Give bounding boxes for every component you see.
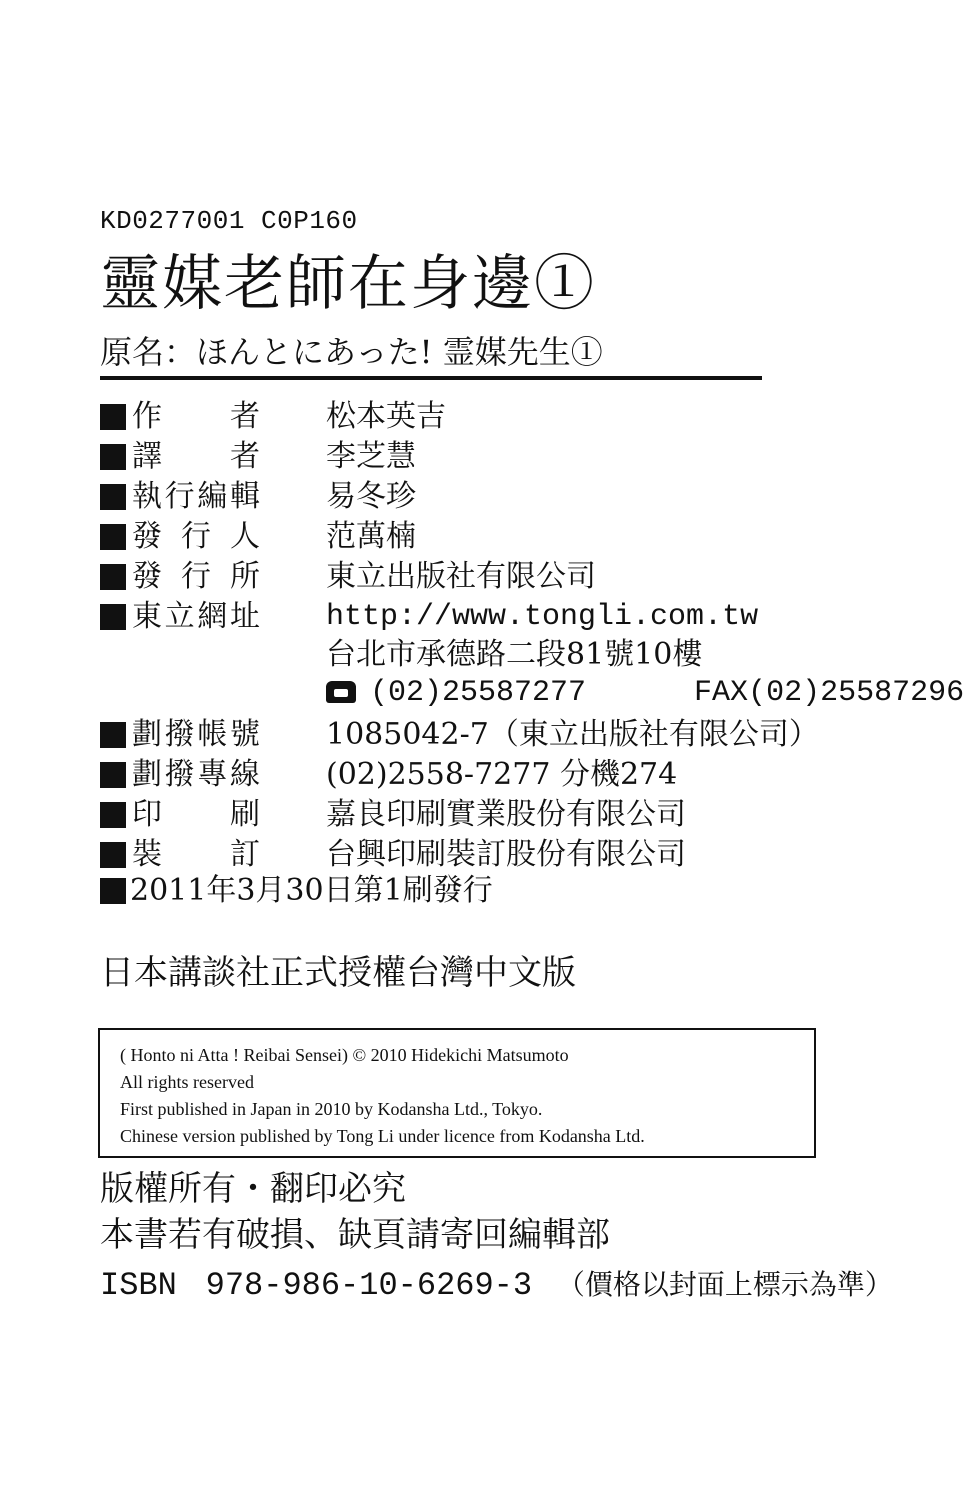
isbn-label: ISBN <box>100 1267 177 1304</box>
credit-label <box>132 518 260 556</box>
bullet-square-icon <box>100 878 126 904</box>
credit-label <box>132 438 260 476</box>
credit-label-char: 劃 <box>132 717 162 752</box>
credit-label <box>132 836 260 874</box>
credit-value: 松本英吉 <box>326 399 446 434</box>
credit-label-char: 網 <box>197 599 228 634</box>
credit-label-char: 裝 <box>132 837 162 872</box>
authorization-notice: 日本講談社正式授權台灣中文版 <box>100 953 576 993</box>
credit-label-char: 行 <box>181 519 211 554</box>
copyright-box <box>98 1028 816 1158</box>
credit-value: 台北市承德路二段81號10樓 <box>326 637 703 672</box>
credit-value: (02)2558-7277 分機274 <box>326 757 678 792</box>
isbn-number: 978-986-10-6269-3 <box>205 1267 533 1304</box>
credit-label-char: 專 <box>197 757 228 792</box>
credit-label-char: 執 <box>132 479 162 514</box>
print-date: 2011年3月30日第1刷發行 <box>130 873 493 908</box>
bullet-square-icon <box>100 564 126 590</box>
credit-label-char: 作 <box>132 399 162 434</box>
bullet-square-icon <box>100 762 126 788</box>
credit-label-char: 帳 <box>197 717 228 752</box>
telephone-icon <box>326 681 356 703</box>
product-code: KD0277001 C0P160 <box>100 206 358 236</box>
credit-value: 台興印刷裝訂股份有限公司 <box>326 837 686 872</box>
credit-label-char: 印 <box>132 797 162 832</box>
credit-label <box>132 796 260 834</box>
credit-label <box>132 398 260 436</box>
credit-label-char: 號 <box>229 717 260 752</box>
bullet-square-icon <box>100 404 126 430</box>
copyright-line: Chinese version published by Tong Li under licence from Kodansha Ltd. <box>120 1126 645 1146</box>
isbn-line <box>100 1262 893 1307</box>
credit-label-char: 發 <box>132 519 162 554</box>
credit-label <box>132 598 260 636</box>
bullet-square-icon <box>100 484 126 510</box>
credit-label-char: 線 <box>229 757 260 792</box>
credit-value: 范萬楠 <box>326 519 416 554</box>
credit-label-char: 所 <box>230 559 260 594</box>
credit-value: 東立出版社有限公司 <box>326 559 596 594</box>
copyright-line: First published in Japan in 2010 by Kodansha Ltd., Tokyo. <box>120 1099 543 1119</box>
bullet-square-icon <box>100 604 126 630</box>
phone-fax-numbers: (02)25587277 FAX(02)25587296 <box>370 676 965 710</box>
bullet-square-icon <box>100 444 126 470</box>
credit-label <box>132 558 260 596</box>
credit-label-char: 發 <box>132 559 162 594</box>
price-note: （價格以封面上標示為準） <box>556 1268 893 1301</box>
credit-value: 嘉良印刷實業股份有限公司 <box>326 797 686 832</box>
copyright-line: ( Honto ni Atta ! Reibai Sensei) © 2010 Hidekichi Matsumoto <box>120 1045 569 1065</box>
credit-label <box>132 756 260 794</box>
book-title: 靈媒老師在身邊① <box>100 249 596 319</box>
credit-label-char: 東 <box>132 599 162 634</box>
credit-label-char: 訂 <box>230 837 260 872</box>
credit-value: 1085042-7（東立出版社有限公司） <box>326 717 819 752</box>
credit-label-char: 立 <box>164 599 195 634</box>
credit-label-char: 址 <box>229 599 260 634</box>
credit-label-char: 撥 <box>164 757 195 792</box>
original-title: 原名：ほんとにあった! 霊媒先生① <box>100 333 603 371</box>
credit-label-char: 劃 <box>132 757 162 792</box>
credit-value: 李芝慧 <box>326 439 416 474</box>
print-date-row <box>100 872 493 910</box>
bullet-square-icon <box>100 842 126 868</box>
credit-label-char: 者 <box>230 399 260 434</box>
damage-notice: 本書若有破損、缺頁請寄回編輯部 <box>100 1215 610 1255</box>
credit-label <box>132 478 260 516</box>
credit-label-char: 撥 <box>164 717 195 752</box>
rights-notice: 版權所有・翻印必究 <box>100 1169 406 1209</box>
credit-label-char: 輯 <box>229 479 260 514</box>
credit-value: 易冬珍 <box>326 479 416 514</box>
copyright-line: All rights reserved <box>120 1072 254 1092</box>
title-divider <box>100 376 762 380</box>
credit-value <box>326 674 964 712</box>
credit-label-char: 編 <box>197 479 228 514</box>
credit-value: http://www.tongli.com.tw <box>326 600 759 634</box>
bullet-square-icon <box>100 524 126 550</box>
credit-label-char: 譯 <box>132 439 162 474</box>
credit-label-char: 行 <box>164 479 195 514</box>
credit-label-char: 刷 <box>230 797 260 832</box>
credit-label-char: 人 <box>230 519 260 554</box>
bullet-square-icon <box>100 722 126 748</box>
credit-label-char: 行 <box>181 559 211 594</box>
bullet-square-icon <box>100 802 126 828</box>
credit-label-char: 者 <box>230 439 260 474</box>
credit-label <box>132 716 260 754</box>
